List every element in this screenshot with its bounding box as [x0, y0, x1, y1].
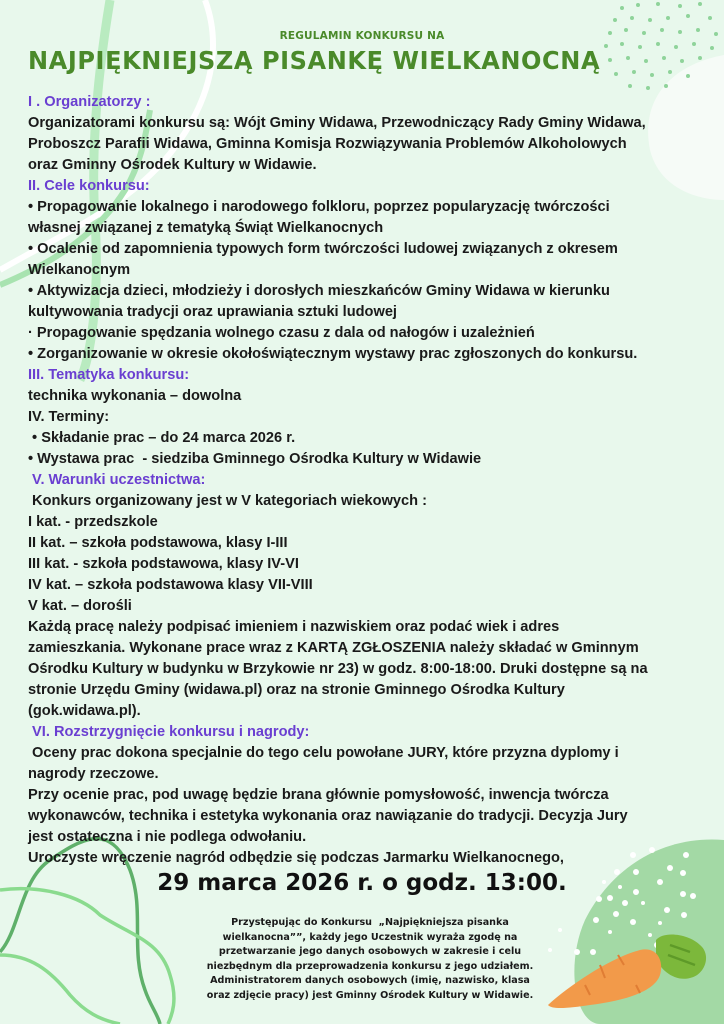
deadlines-line: • Składanie prac – do 24 marca 2026 r. — [28, 430, 296, 446]
category-line: V kat. – dorośli — [28, 598, 132, 614]
results-line: wykonawców, technika i estetyka wykonania oraz nawiązanie do tradycji. Decyzja Jury — [28, 808, 628, 824]
category-line: II kat. – szkoła podstawowa, klasy I-III — [28, 535, 288, 551]
goals-line: • Aktywizacja dzieci, młodzieży i dorosłych mieszkańców Gminy Widawa w kierunku — [28, 283, 610, 299]
section-heading-conditions: V. Warunki uczestnictwa: — [28, 472, 206, 488]
section-heading-deadlines: IV. Terminy: — [28, 409, 110, 425]
goals-line: · Propagowanie spędzania wolnego czasu z dala od nałogów i uzależnień — [28, 325, 535, 341]
category-line: IV kat. – szkoła podstawowa klasy VII-VIII — [28, 577, 313, 593]
gdpr-note-line: Administratorem danych osobowych (imię, nazwisko, klasa — [210, 975, 530, 987]
gdpr-note-line: Przystępując do Konkursu „Najpiękniejsza pisanka — [231, 917, 509, 928]
gdpr-note — [204, 916, 536, 1004]
conditions-line: Każdą pracę należy podpisać imieniem i nazwiskiem oraz podać wiek i adres — [28, 619, 560, 635]
conditions-line: zamieszkania. Wykonane prace wraz z KARTĄ ZGŁOSZENIA należy składać w Gminnym — [28, 640, 639, 656]
poster-subtitle: REGULAMIN KONKURSU NA — [279, 30, 445, 42]
results-line: Przy ocenie prac, pod uwagę będzie brana głównie pomysłowość, inwencja twórcza — [28, 787, 609, 803]
organizers-line: Proboszcz Parafii Widawa, Gminna Komisja Rozwiązywania Problemów Alkoholowych — [28, 136, 627, 152]
goals-line: • Ocalenie od zapomnienia typowych form twórczości ludowej związanych z okresem — [28, 241, 618, 257]
gdpr-note-line: oraz zdjęcie pracy) jest Gminny Ośrodek Kultury w Widawie. — [206, 989, 534, 1001]
results-line: jest ostateczna i nie podlega odwołaniu. — [28, 829, 307, 845]
organizers-line: oraz Gminny Ośrodek Kultury w Widawie. — [28, 157, 317, 173]
deadlines-line: • Wystawa prac - siedziba Gminnego Ośrodka Kultury w Widawie — [28, 451, 482, 467]
conditions-line: stronie Urzędu Gminy (widawa.pl) oraz na stronie Gminnego Ośrodka Kultury — [28, 682, 565, 698]
section-heading-organizers: I . Organizatorzy : — [28, 94, 151, 110]
goals-line: kultywowania tradycji oraz uprawiania sztuki ludowej — [28, 304, 397, 320]
results-line: Uroczyste wręczenie nagród odbędzie się podczas Jarmarku Wielkanocnego, — [28, 850, 564, 866]
conditions-line: Konkurs organizowany jest w V kategoriach wiekowych : — [28, 493, 427, 509]
section-heading-theme: III. Tematyka konkursu: — [28, 367, 190, 383]
results-line: Oceny prac dokona specjalnie do tego celu powołane JURY, które przyzna dyplomy i — [28, 745, 619, 761]
regulations-body — [28, 92, 718, 869]
section-heading-goals: II. Cele konkursu: — [28, 178, 150, 194]
event-date: 29 marca 2026 r. o godz. 13:00. — [157, 870, 567, 896]
poster-title: NAJPIĘKNIEJSZĄ PISANKĘ WIELKANOCNĄ — [28, 46, 601, 75]
goals-line: • Zorganizowanie w okresie okołoświątecznym wystawy prac zgłoszonych do konkursu. — [28, 346, 638, 362]
gdpr-note-line: niezbędnym dla przeprowadzenia konkursu z jego udziałem. — [206, 960, 534, 972]
goals-line: własnej związanej z tematyką Świąt Wielkanocnych — [28, 220, 384, 236]
gdpr-note-line: wielkanocna””, każdy jego Uczestnik wyraża zgodę na — [222, 931, 518, 943]
category-line: I kat. - przedszkole — [28, 514, 158, 530]
goals-line: Wielkanocnym — [28, 262, 131, 278]
section-heading-results: VI. Rozstrzygnięcie konkursu i nagrody: — [28, 724, 310, 740]
category-line: III kat. - szkoła podstawowa, klasy IV-VI — [28, 556, 299, 572]
conditions-line: Ośrodku Kultury w budynku w Brzykowie nr 23) w godz. 8:00-18:00. Druki dostępne są na — [28, 661, 648, 677]
gdpr-note-line: przetwarzanie jego danych osobowych w zakresie i celu — [218, 946, 522, 958]
conditions-line: (gok.widawa.pl). — [28, 703, 141, 719]
organizers-line: Organizatorami konkursu są: Wójt Gminy Widawa, Przewodniczący Rady Gminy Widawa, — [28, 115, 646, 131]
goals-line: • Propagowanie lokalnego i narodowego folkloru, poprzez popularyzację twórczości — [28, 199, 610, 215]
results-line: nagrody rzeczowe. — [28, 766, 159, 782]
theme-line: technika wykonania – dowolna — [28, 388, 242, 404]
